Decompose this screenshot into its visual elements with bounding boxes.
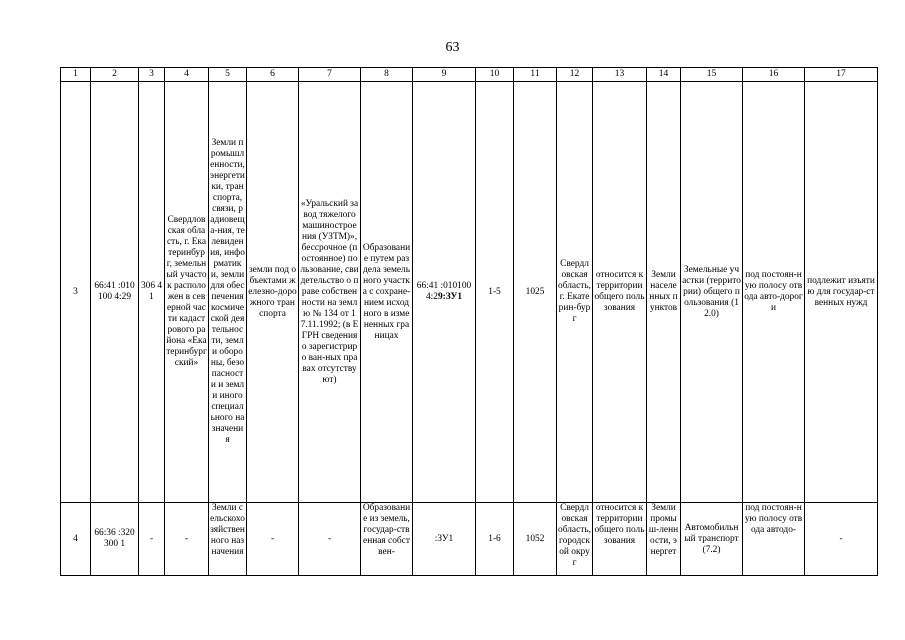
column-header: 6 <box>247 68 299 82</box>
formation-method-text: Образование из земель, государ-ственная собствен- <box>362 503 411 557</box>
column-header: 14 <box>647 68 681 82</box>
purpose: под постоян-ную полосу отвода авто-дороги <box>743 82 805 503</box>
column-header: 11 <box>514 68 557 82</box>
formation-method <box>361 503 413 576</box>
land-category <box>209 503 247 576</box>
new-address-text: Свердловская область, городской округ <box>558 503 591 568</box>
cadastral-number: 66:41 :010100 4:29 <box>91 82 139 503</box>
new-land-category: Земли населенных пунктов <box>647 82 681 503</box>
new-parcel-prefix: 66:41 :0101004:2 <box>416 281 472 302</box>
permitted-use: - <box>247 503 299 576</box>
land-category-text: Земли сельскохозяйственного назначения <box>210 503 245 557</box>
column-header: 16 <box>743 68 805 82</box>
rights-holder: - <box>299 503 361 576</box>
public-territory: относится к территории общего пользования <box>593 82 647 503</box>
new-area: 1025 <box>514 82 557 503</box>
address: Свердловская область, г. Екатеринбург, земельный участок расположен в северной части кадастрового района «Екатеринбургский» <box>165 82 209 503</box>
new-area: 1052 <box>514 503 557 576</box>
page-number: 63 <box>445 40 460 55</box>
public-territory-text: относится к территории общего пользования <box>594 503 645 546</box>
column-header: 1 <box>61 68 91 82</box>
column-header: 3 <box>139 68 165 82</box>
land-register-table <box>60 67 878 576</box>
address: - <box>165 503 209 576</box>
column-header: 2 <box>91 68 139 82</box>
point-numbers: 1-6 <box>476 503 514 576</box>
rights-holder: «Уральский завод тяжелого машиностроения (УЗТМ)», бессрочное (постоянное) пользование, свидетельство о праве собственности на землю № 134 от 17.11.1992; (в ЕГРН сведения о зарегистриро ван-ных правах отсутствуют) <box>299 82 361 503</box>
purpose <box>743 503 805 576</box>
row-number: 4 <box>61 503 91 576</box>
column-header: 9 <box>413 68 476 82</box>
column-header: 17 <box>805 68 878 82</box>
public-territory <box>593 503 647 576</box>
new-land-category-text: Земли промыш-ленности, энергет <box>648 503 679 557</box>
column-header: 8 <box>361 68 413 82</box>
table-row <box>61 503 878 576</box>
new-address <box>557 503 593 576</box>
new-permitted-use: Земельные участки (территории) общего пользования (12.0) <box>681 82 743 503</box>
land-category: Земли промышленности, энергетики, транспорта, связи, радиовеща-ния, телевидения, информатики, земли для обеспечения космической деятельности, земли обороны, безопасности и земли иного специального назначения <box>209 82 247 503</box>
note: подлежит изъятию для государ-ственных нужд <box>805 82 878 503</box>
permitted-use: земли под объектами железно-дорожного транспорта <box>247 82 299 503</box>
column-header: 12 <box>557 68 593 82</box>
formation-method: Образование путем раздела земельного участка с сохране-нием исходного в измененных границах <box>361 82 413 503</box>
new-parcel-designation <box>413 82 476 503</box>
column-number-row <box>61 68 878 82</box>
new-parcel-designation: :ЗУ1 <box>413 503 476 576</box>
row-number: 3 <box>61 82 91 503</box>
new-land-category <box>647 503 681 576</box>
area: - <box>139 503 165 576</box>
column-header: 10 <box>476 68 514 82</box>
cadastral-number: 66:36 :320300 1 <box>91 503 139 576</box>
column-header: 7 <box>299 68 361 82</box>
new-permitted-use: Автомобильный транспорт (7.2) <box>681 503 743 576</box>
purpose-text: под постоян-ную полосу отвода автодо- <box>744 503 803 535</box>
new-address: Свердловская область, г. Екатерин-бург <box>557 82 593 503</box>
column-header: 15 <box>681 68 743 82</box>
table-row <box>61 82 878 503</box>
column-header: 4 <box>165 68 209 82</box>
new-parcel-suffix: 9:ЗУ1 <box>437 292 463 302</box>
column-header: 5 <box>209 68 247 82</box>
point-numbers: 1-5 <box>476 82 514 503</box>
area: 306 41 <box>139 82 165 503</box>
note: - <box>805 503 878 576</box>
column-header: 13 <box>593 68 647 82</box>
